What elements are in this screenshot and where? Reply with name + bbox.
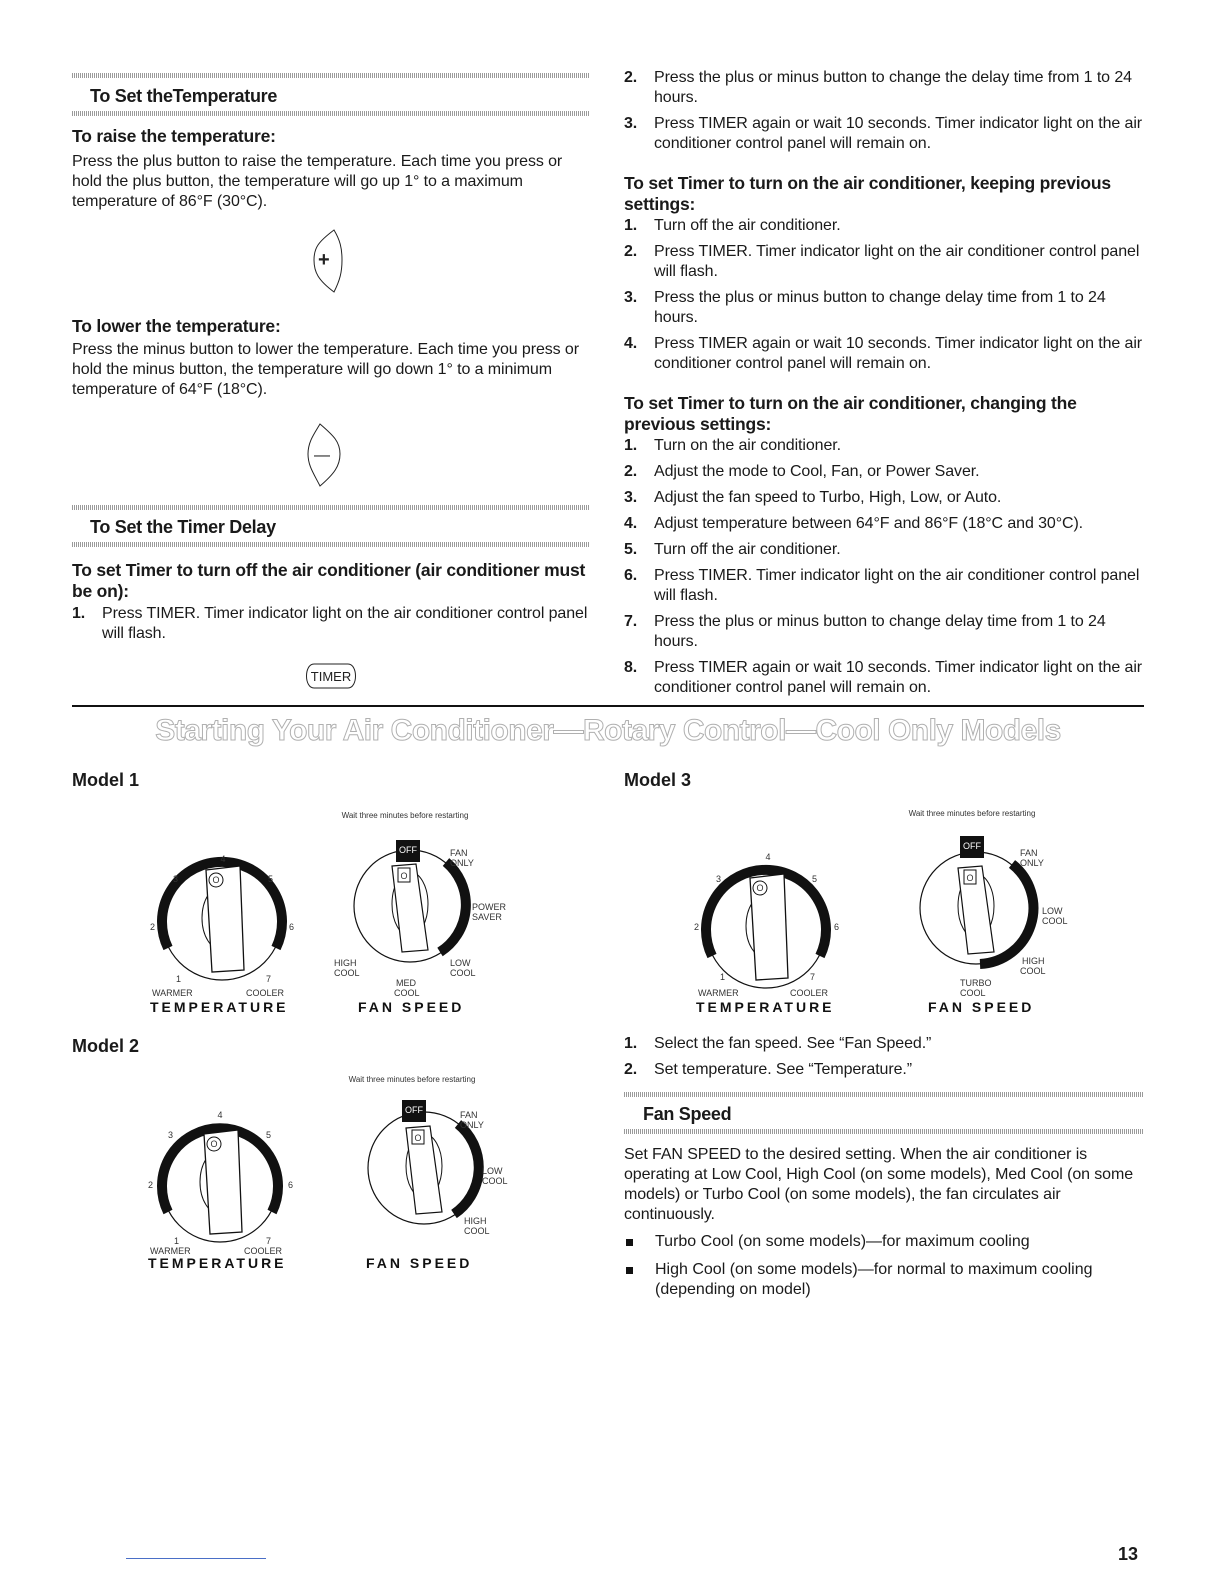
svg-text:COOL: COOL <box>464 1226 490 1236</box>
keep-settings-steps <box>624 216 1144 380</box>
raise-temp-heading: To raise the temperature: <box>72 126 276 146</box>
svg-text:SAVER: SAVER <box>472 912 502 922</box>
model-1-control-diagram <box>140 800 507 1020</box>
svg-text:O: O <box>212 875 220 885</box>
svg-text:7: 7 <box>810 972 816 982</box>
model-2-label: Model 2 <box>72 1036 140 1056</box>
plus-symbol: + <box>318 249 330 271</box>
wait-note: Wait three minutes before restarting <box>348 1075 476 1084</box>
wait-note: Wait three minutes before restarting <box>341 811 469 820</box>
svg-text:O: O <box>414 1133 422 1143</box>
timer-off-heading: To set Timer to turn off the air conditioner (air conditioner must be on): <box>72 560 586 601</box>
svg-text:COOLER: COOLER <box>790 988 829 998</box>
timer-button-label: TIMER <box>310 669 352 684</box>
change-settings-heading: To set Timer to turn on the air conditioner, changing the previous settings: <box>624 393 1077 434</box>
svg-text:O: O <box>966 873 974 883</box>
list-item: 2. Press TIMER. Timer indicator light on the air conditioner control panel will flash. <box>624 243 1140 280</box>
list-item: 3. Press TIMER again or wait 10 seconds. Timer indicator light on the air conditioner control panel will remain on. <box>624 115 1143 152</box>
svg-text:2: 2 <box>694 922 700 932</box>
svg-text:6: 6 <box>288 1180 294 1190</box>
svg-text:O: O <box>400 871 408 881</box>
svg-text:ONLY: ONLY <box>1020 858 1044 868</box>
svg-text:FAN: FAN <box>1020 848 1038 858</box>
list-item: 7. Press the plus or minus button to change delay time from 1 to 24 hours. <box>624 613 1106 650</box>
change-settings-steps <box>624 436 1144 704</box>
fan-speed-dial <box>920 836 1068 1015</box>
svg-text:4: 4 <box>765 852 771 862</box>
svg-text:WARMER: WARMER <box>152 988 193 998</box>
svg-text:FAN SPEED: FAN SPEED <box>358 999 465 1015</box>
fan-speed-text: Set FAN SPEED to the desired setting. When the air conditioner is operating at Low Cool, High Cool (on some models), Med Cool (on some models) or Turbo Cool (on some models), the fan circulates air continuously. <box>624 1146 1134 1223</box>
svg-text:TEMPERATURE: TEMPERATURE <box>148 1255 287 1271</box>
svg-text:2: 2 <box>148 1180 154 1190</box>
svg-text:5: 5 <box>268 874 274 884</box>
svg-text:COOL: COOL <box>482 1176 508 1186</box>
svg-text:OFF: OFF <box>963 841 981 851</box>
svg-text:TEMPERATURE: TEMPERATURE <box>150 999 289 1015</box>
svg-text:2: 2 <box>150 922 156 932</box>
banner-title: Starting Your Air Conditioner—Rotary Control—Cool Only Models <box>155 714 1061 747</box>
list-item: 3. Press the plus or minus button to change delay time from 1 to 24 hours. <box>624 289 1106 326</box>
svg-text:3: 3 <box>168 1130 174 1140</box>
timer-off-steps-continued <box>624 68 1144 160</box>
lower-temp-text: Press the minus button to lower the temperature. Each time you press or hold the minus button, the temperature will go down 1° to a minimum temperature of 64°F (18°C). <box>72 341 579 398</box>
section-rule <box>624 1092 1144 1097</box>
list-item: 4. Adjust temperature between 64°F and 86°F (18°C and 30°C). <box>624 515 1084 532</box>
fan-speed-dial <box>334 840 507 1015</box>
list-item: High Cool (on some models)—for normal to maximum cooling (depending on model) <box>624 1260 1144 1300</box>
svg-text:HIGH: HIGH <box>464 1216 487 1226</box>
page-number: 13 <box>1118 1544 1139 1564</box>
section-rule <box>624 1129 1144 1134</box>
svg-text:FAN: FAN <box>460 1110 478 1120</box>
section-rule <box>72 73 590 78</box>
svg-text:COOL: COOL <box>334 968 360 978</box>
list-item: 1. Turn on the air conditioner. <box>624 437 841 454</box>
list-item: Turbo Cool (on some models)—for maximum cooling <box>624 1232 1144 1252</box>
list-item: 4. Press TIMER again or wait 10 seconds. Timer indicator light on the air conditioner control panel will remain on. <box>624 335 1143 372</box>
svg-text:MED: MED <box>396 978 416 988</box>
svg-text:7: 7 <box>266 1236 272 1246</box>
lower-temp-heading: To lower the temperature: <box>72 316 281 336</box>
list-item: 1. Select the fan speed. See “Fan Speed.” <box>624 1035 932 1052</box>
list-item: 2. Adjust the mode to Cool, Fan, or Power Saver. <box>624 463 980 480</box>
svg-text:FAN SPEED: FAN SPEED <box>366 1255 473 1271</box>
svg-text:6: 6 <box>834 922 840 932</box>
list-item: 2. Set temperature. See “Temperature.” <box>624 1061 912 1078</box>
wait-note: Wait three minutes before restarting <box>908 809 1036 818</box>
model-3-steps <box>624 1034 1144 1086</box>
temperature-dial <box>148 1110 293 1271</box>
model-3-label: Model 3 <box>624 770 692 790</box>
svg-text:4: 4 <box>220 854 226 864</box>
svg-text:WARMER: WARMER <box>698 988 739 998</box>
svg-text:5: 5 <box>812 874 818 884</box>
section-divider <box>72 705 1144 707</box>
svg-text:3: 3 <box>173 874 179 884</box>
svg-text:ONLY: ONLY <box>460 1120 484 1130</box>
svg-text:COOL: COOL <box>1042 916 1068 926</box>
svg-text:O: O <box>210 1139 218 1149</box>
svg-text:LOW: LOW <box>482 1166 503 1176</box>
minus-button-icon <box>300 422 346 488</box>
footer-line <box>126 1558 266 1559</box>
fan-speed-dial <box>366 1100 508 1271</box>
svg-text:ONLY: ONLY <box>450 858 474 868</box>
temperature-dial <box>150 854 294 1015</box>
svg-text:O: O <box>756 883 764 893</box>
svg-text:5: 5 <box>266 1130 272 1140</box>
svg-text:LOW: LOW <box>450 958 471 968</box>
model-3-control-diagram <box>690 806 1090 1020</box>
list-item: 8. Press TIMER again or wait 10 seconds. Timer indicator light on the air conditioner control panel will remain on. <box>624 659 1143 696</box>
svg-text:POWER: POWER <box>472 902 507 912</box>
svg-text:6: 6 <box>289 922 295 932</box>
section-rule <box>72 505 590 510</box>
model-1-label: Model 1 <box>72 770 140 790</box>
raise-temp-text: Press the plus button to raise the temperature. Each time you press or hold the plus button, the temperature will go up 1° to a maximum temperature of 86°F (30°C). <box>72 153 563 210</box>
temperature-dial <box>694 852 839 1015</box>
svg-text:WARMER: WARMER <box>150 1246 191 1256</box>
svg-text:FAN SPEED: FAN SPEED <box>928 999 1035 1015</box>
svg-text:OFF: OFF <box>405 1105 423 1115</box>
svg-text:COOL: COOL <box>960 988 986 998</box>
svg-text:TURBO: TURBO <box>960 978 992 988</box>
svg-text:7: 7 <box>266 974 272 984</box>
timer-section-heading: To Set the Timer Delay <box>90 517 276 537</box>
timer-off-steps <box>72 604 592 650</box>
svg-text:1: 1 <box>720 972 726 982</box>
list-item: 2. Press the plus or minus button to change the delay time from 1 to 24 hours. <box>624 69 1132 106</box>
svg-text:COOL: COOL <box>1020 966 1046 976</box>
temperature-section-heading: To Set theTemperature <box>90 86 278 106</box>
list-item: 3. Adjust the fan speed to Turbo, High, Low, or Auto. <box>624 489 1002 506</box>
section-rule <box>72 542 590 547</box>
minus-symbol: — <box>314 447 330 464</box>
list-item: 6. Press TIMER. Timer indicator light on the air conditioner control panel will flash. <box>624 567 1140 604</box>
list-item: 5. Turn off the air conditioner. <box>624 541 841 558</box>
svg-text:1: 1 <box>174 1236 180 1246</box>
svg-text:OFF: OFF <box>399 845 417 855</box>
section-rule <box>72 111 590 116</box>
svg-text:COOLER: COOLER <box>244 1246 283 1256</box>
plus-button-icon <box>308 228 348 294</box>
timer-button-icon <box>302 662 360 690</box>
svg-text:COOLER: COOLER <box>246 988 285 998</box>
svg-text:HIGH: HIGH <box>1022 956 1045 966</box>
svg-text:3: 3 <box>716 874 722 884</box>
fan-speed-bullets <box>624 1232 1144 1308</box>
svg-text:COOL: COOL <box>394 988 420 998</box>
keep-settings-heading: To set Timer to turn on the air conditioner, keeping previous settings: <box>624 173 1111 214</box>
list-item: 1. Turn off the air conditioner. <box>624 217 841 234</box>
svg-text:TEMPERATURE: TEMPERATURE <box>696 999 835 1015</box>
svg-text:HIGH: HIGH <box>334 958 357 968</box>
svg-text:LOW: LOW <box>1042 906 1063 916</box>
list-item: 1. Press TIMER. Timer indicator light on the air conditioner control panel will flash. <box>72 605 588 642</box>
model-2-control-diagram <box>140 1064 508 1274</box>
svg-text:FAN: FAN <box>450 848 468 858</box>
fan-speed-heading: Fan Speed <box>643 1104 732 1124</box>
svg-text:4: 4 <box>217 1110 223 1120</box>
svg-text:1: 1 <box>176 974 182 984</box>
svg-text:COOL: COOL <box>450 968 476 978</box>
